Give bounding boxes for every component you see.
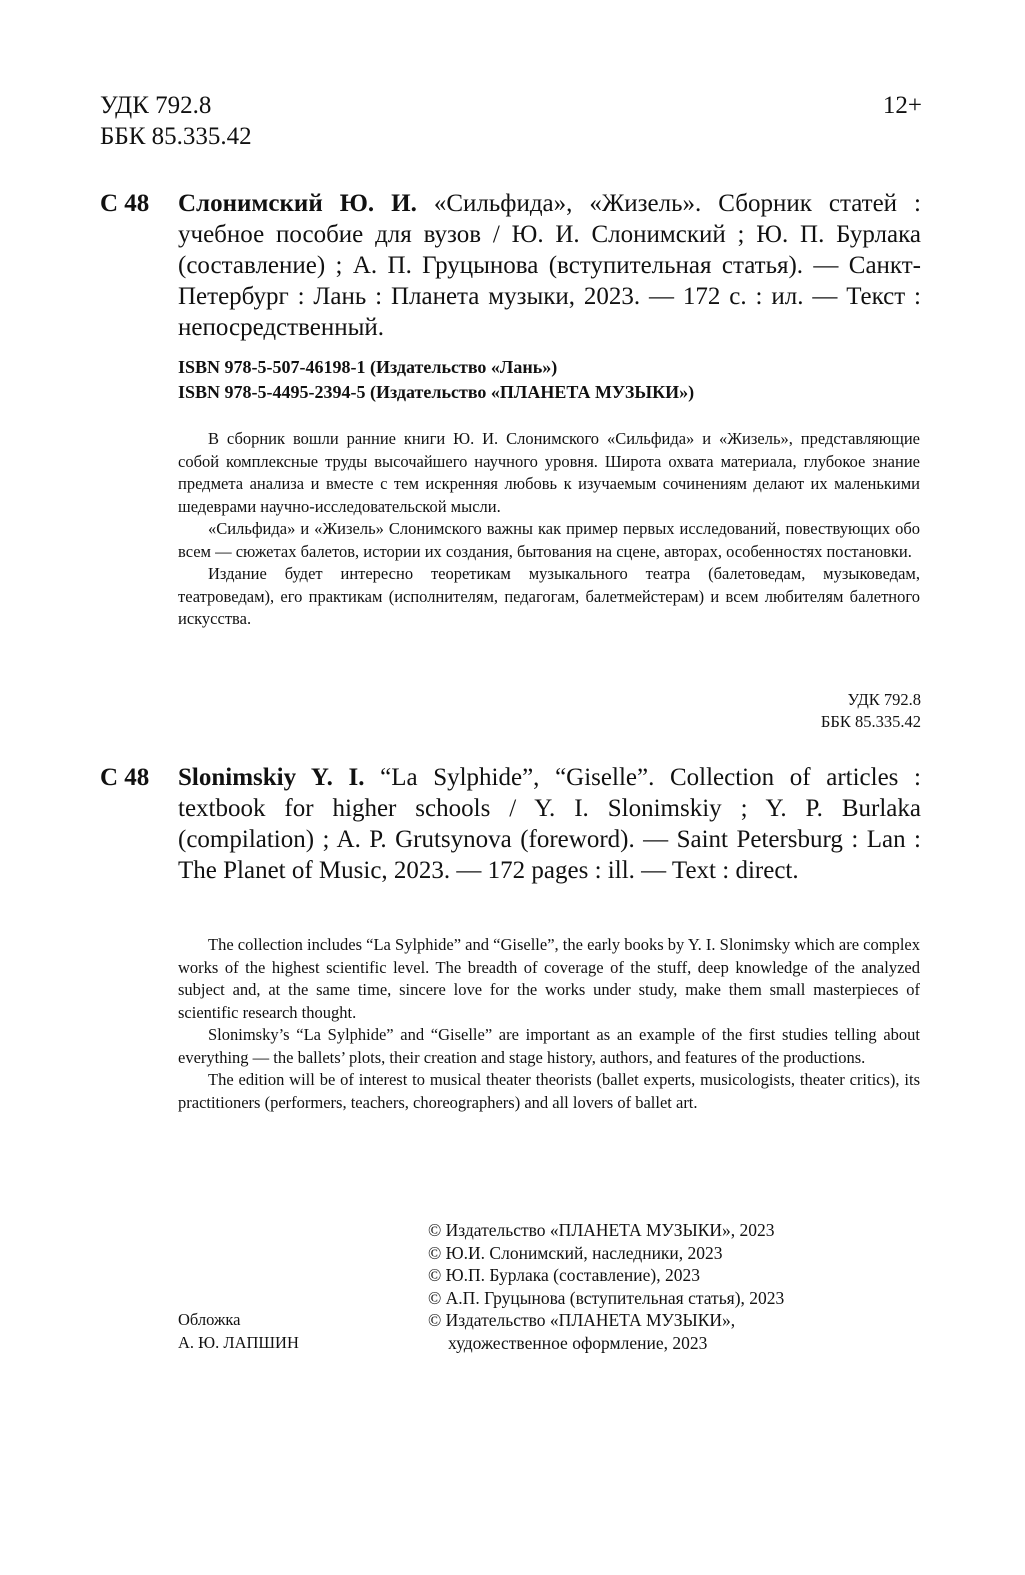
index-block [821,689,921,733]
isbn-block [178,355,694,405]
cover-credit [178,1309,299,1354]
ru-annotation-paragraph: «Сильфида» и «Жизель» Слонимского важны как пример первых исследований, повествующих обо всем — сюжетах балетов, истории их создания, бытования на сцене, авторах, особенностях постановки. [178,519,920,561]
age-rating: 12+ [882,92,922,119]
en-entry-description: “La Sylphide”, “Giselle”. Collection of articles : textbook for higher schools / Y. I. Slonimskiy ; Y. P. Burlaka (compilation) ; A. P. Grutsynova (foreword). — Saint Petersburg : Lan : The Planet of Music, 2023. — 172 pages : ill. — Text : direct. [178,764,921,884]
ru-entry-description: «Сильфида», «Жизель». Сборник статей : учебное пособие для вузов / Ю. И. Слонимский ; Ю. П. Бурлака (составление) ; А. П. Груцынова (вступительная статья). — Санкт-Петербург : Лань : Планета музыки, 2023. — 172 с. : ил. — Текст : непосредственный. [178,190,921,341]
copyright-line: © Ю.И. Слонимский, наследники, 2023 [428,1242,723,1263]
ru-bibliographic-entry [100,188,921,343]
ru-annotation [178,428,920,631]
en-author: Slonimskiy Y. I. [178,764,365,791]
index-bbk: ББК 85.335.42 [820,712,921,731]
cover-designer: А. Ю. ЛАПШИН [178,1332,299,1352]
en-author-mark: С 48 [100,764,150,791]
bbk-code: ББК 85.335.42 [100,123,252,150]
copyright-line: © Издательство «ПЛАНЕТА МУЗЫКИ», [428,1310,736,1330]
ru-author: Слонимский Ю. И. [178,190,417,217]
en-annotation-paragraph: Slonimsky’s “La Sylphide” and “Giselle” are important as an example of the first studies telling about everything — the ballets’ plots, their creation and stage history, authors, and features of the productions. [178,1025,920,1067]
copyright-line: © А.П. Груцынова (вступительная статья), 2023 [428,1287,785,1308]
ru-annotation-paragraph: Издание будет интересно теоретикам музыкального театра (балетоведам, музыковедам, театроведам), его практикам (исполнителям, педагогам, балетмейстерам) и всем любителям балетного искусства. [178,564,920,628]
copyright-line: © Ю.П. Бурлака (составление), 2023 [428,1265,700,1285]
en-annotation-paragraph: The collection includes “La Sylphide” and “Giselle”, the early books by Y. I. Slonimsky which are complex works of the highest scientific level. The breadth of coverage of the stuff, deep knowledge of the analyzed subject and, at the same time, sincere love for the works under study, make them small masterpieces of scientific research thought. [178,935,920,1022]
ru-entry-body [178,188,921,343]
en-bibliographic-entry [100,762,921,886]
isbn-lan: ISBN 978-5-507-46198-1 (Издательство «Лань») [178,357,558,377]
en-entry-body [178,762,921,886]
classification-header [100,90,252,152]
index-udk: УДК 792.8 [847,690,921,709]
udk-code: УДК 792.8 [100,92,212,119]
en-annotation [178,934,920,1114]
isbn-planet: ISBN 978-5-4495-2394-5 (Издательство «ПЛАНЕТА МУЗЫКИ») [178,382,695,402]
ru-annotation-paragraph: В сборник вошли ранние книги Ю. И. Слонимского «Сильфида» и «Жизель», представляющие собой комплексные труды высочайшего научного уровня. Широта охвата материала, глубокое знание предмета анализа и вместе с тем искренняя любовь к изучаемым сочинениям делают их маленькими шедеврами научно-исследовательской мысли. [178,429,920,516]
copyright-line: © Издательство «ПЛАНЕТА МУЗЫКИ», 2023 [428,1220,775,1240]
en-annotation-paragraph: The edition will be of interest to musical theater theorists (ballet experts, musicologists, theater critics), its practitioners (performers, teachers, choreographers) and all lovers of ballet art. [178,1070,920,1112]
cover-label: Обложка [178,1310,241,1329]
copyright-line-continuation: художественное оформление, 2023 [448,1332,708,1353]
ru-author-mark: С 48 [100,190,150,217]
copyright-block [428,1219,784,1354]
